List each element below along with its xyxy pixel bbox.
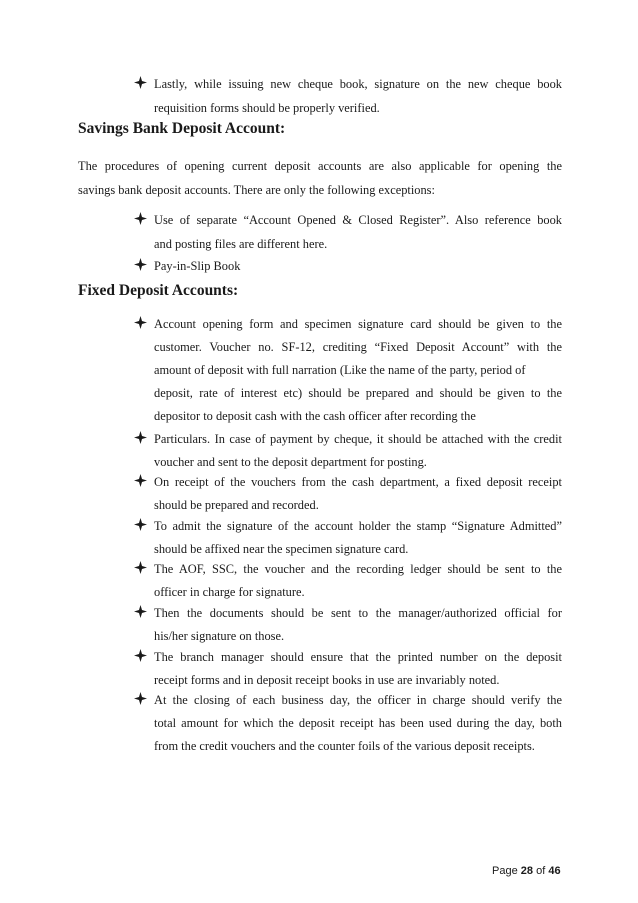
paragraph-line: The procedures of opening current deposit accounts are also applicable for opening the: [78, 159, 562, 173]
list-item-line: should be prepared and recorded.: [154, 498, 319, 512]
list-item: [136, 76, 562, 116]
list-item-line: Pay-in-Slip Book: [154, 259, 241, 273]
list-item-line: should be affixed near the specimen signature card.: [154, 542, 409, 556]
list-item: [136, 431, 562, 471]
section-heading-savings: Savings Bank Deposit Account:: [78, 120, 286, 137]
list-item-line: from the credit vouchers and the counter foils of the various deposit receipts.: [154, 739, 535, 753]
list-item-line: and posting files are different here.: [154, 237, 328, 251]
list-item-line: amount of deposit with full narration (Like the name of the party, period of: [154, 363, 526, 377]
list-item-line: The AOF, SSC, the voucher and the recording ledger should be sent to the: [154, 562, 562, 576]
diamond-bullet-icon: [134, 431, 147, 444]
list-item-line: requisition forms should be properly verified.: [154, 101, 380, 115]
list-item: [136, 258, 562, 276]
list-item-line: Lastly, while issuing new cheque book, signature on the new cheque book: [154, 77, 562, 91]
diamond-bullet-icon: [134, 605, 147, 618]
paragraph-line: savings bank deposit accounts. There are only the following exceptions:: [78, 183, 435, 197]
diamond-bullet-icon: [134, 258, 147, 271]
diamond-bullet-icon: [134, 316, 147, 329]
list-item: [136, 316, 562, 428]
list-item-line: At the closing of each business day, the officer in charge should verify the: [154, 693, 562, 707]
list-item-line: his/her signature on those.: [154, 629, 285, 643]
list-item-line: officer in charge for signature.: [154, 585, 305, 599]
list-item: [136, 692, 562, 754]
page-number: [492, 865, 561, 877]
list-item-line: customer. Voucher no. SF-12, crediting “Fixed Deposit Account” with the: [154, 340, 562, 354]
diamond-bullet-icon: [134, 561, 147, 574]
list-item-line: total amount for which the deposit receipt has been used during the day, both: [154, 716, 562, 730]
of-label: of: [536, 865, 546, 877]
list-item: [136, 561, 562, 601]
diamond-bullet-icon: [134, 518, 147, 531]
list-item-line: voucher and sent to the deposit department for posting.: [154, 455, 427, 469]
section-heading-fixed: Fixed Deposit Accounts:: [78, 282, 239, 299]
list-item-line: On receipt of the vouchers from the cash department, a fixed deposit receipt: [154, 475, 562, 489]
list-item-line: Use of separate “Account Opened & Closed Register”. Also reference book: [154, 213, 562, 227]
list-item: [136, 518, 562, 558]
list-item-line: The branch manager should ensure that the printed number on the deposit: [154, 650, 562, 664]
list-item-line: Particulars. In case of payment by cheque, it should be attached with the credit: [154, 432, 562, 446]
diamond-bullet-icon: [134, 649, 147, 662]
diamond-bullet-icon: [134, 474, 147, 487]
list-item-line: Account opening form and specimen signature card should be given to the: [154, 317, 562, 331]
list-item: [136, 212, 562, 252]
list-item-line: receipt forms and in deposit receipt books in use are invariably noted.: [154, 673, 500, 687]
diamond-bullet-icon: [134, 692, 147, 705]
current-page: 28: [520, 865, 534, 877]
total-pages: 46: [548, 865, 561, 877]
list-item: [136, 474, 562, 514]
list-item-line: deposit, rate of interest etc) should be prepared and should be given to the: [154, 386, 562, 400]
list-item-line: To admit the signature of the account holder the stamp “Signature Admitted”: [154, 519, 562, 533]
list-item: [136, 649, 562, 689]
diamond-bullet-icon: [134, 76, 147, 89]
page-label: Page: [492, 865, 518, 877]
list-item: [136, 605, 562, 645]
diamond-bullet-icon: [134, 212, 147, 225]
list-item-line: depositor to deposit cash with the cash officer after recording the: [154, 409, 476, 423]
list-item-line: Then the documents should be sent to the manager/authorized official for: [154, 606, 562, 620]
